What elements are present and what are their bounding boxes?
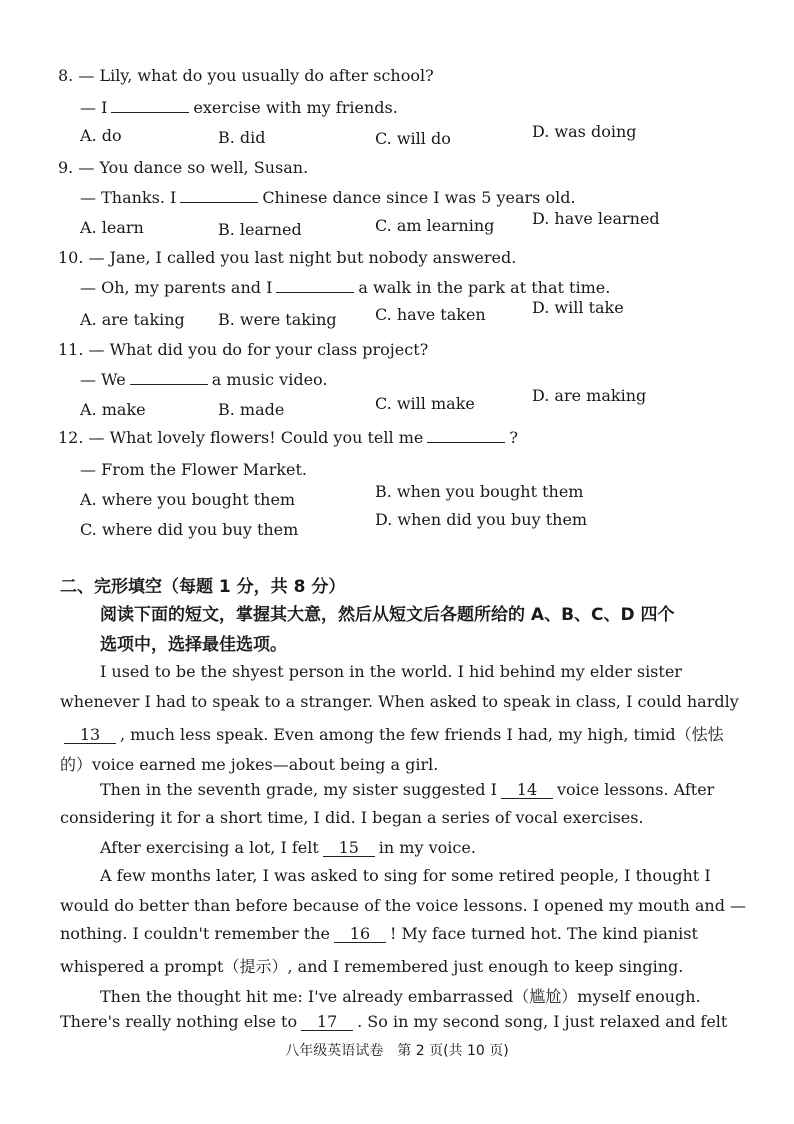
cloze-blank-15: 15: [323, 840, 375, 857]
passage-line: A few months later, I was asked to sing for some retired people, I thought I: [100, 866, 711, 885]
section-heading: 二、完形填空（每题 1 分，共 8 分）: [60, 577, 346, 597]
section-instruction-line2: 选项中，选择最佳选项。: [100, 635, 287, 655]
question-10-reply: — Oh, my parents and I a walk in the park at that time.: [80, 278, 611, 297]
passage-line: 的）voice earned me jokes—about being a girl.: [60, 755, 439, 774]
cloze-blank-16: 16: [334, 926, 386, 943]
question-9-option-c: C. am learning: [375, 216, 495, 235]
passage-line: nothing. I couldn't remember the 16 ! My face turned hot. The kind pianist: [60, 924, 698, 943]
question-9-reply: — Thanks. I Chinese dance since I was 5 years old.: [80, 188, 576, 207]
question-10-option-c: C. have taken: [375, 305, 486, 324]
question-10-option-a: A. are taking: [80, 310, 185, 329]
passage-line: whispered a prompt（提示）, and I remembered just enough to keep singing.: [60, 957, 684, 976]
cloze-blank-17: 17: [301, 1014, 353, 1031]
passage-line: Then the thought hit me: I've already embarrassed（尴尬）myself enough.: [100, 987, 701, 1006]
question-10-option-b: B. were taking: [218, 310, 337, 329]
question-9-option-a: A. learn: [80, 218, 144, 237]
question-9-stem: 9. — You dance so well, Susan.: [58, 158, 309, 177]
passage-line: There's really nothing else to 17 . So in my second song, I just relaxed and felt: [60, 1012, 728, 1031]
question-10-stem: 10. — Jane, I called you last night but nobody answered.: [58, 248, 517, 267]
passage-line: 13 , much less speak. Even among the few friends I had, my high, timid（怯怯: [60, 722, 724, 745]
question-11-stem: 11. — What did you do for your class project?: [58, 340, 429, 359]
answer-blank: [180, 201, 258, 203]
cloze-blank-14: 14: [501, 782, 553, 799]
question-11-option-a: A. make: [80, 400, 146, 419]
answer-blank: [111, 111, 189, 113]
passage-line: After exercising a lot, I felt 15 in my voice.: [100, 838, 476, 857]
question-12-option-d: D. when did you buy them: [375, 510, 588, 529]
page-footer: 八年级英语试卷 第 2 页(共 10 页): [285, 1043, 509, 1059]
question-8-reply: — I exercise with my friends.: [80, 98, 398, 117]
question-12-option-a: A. where you bought them: [80, 490, 296, 509]
question-11-reply: — We a music video.: [80, 370, 328, 389]
question-11-option-b: B. made: [218, 400, 285, 419]
question-8-option-b: B. did: [218, 128, 266, 147]
passage-line: would do better than before because of the voice lessons. I opened my mouth and —: [60, 896, 747, 915]
question-9-option-b: B. learned: [218, 220, 302, 239]
question-11-option-d: D. are making: [532, 386, 647, 405]
answer-blank: [130, 383, 208, 385]
question-11-option-c: C. will make: [375, 394, 475, 413]
cloze-blank-13: 13: [64, 727, 116, 744]
question-10-option-d: D. will take: [532, 298, 624, 317]
question-12-reply: — From the Flower Market.: [80, 460, 308, 479]
question-8-option-a: A. do: [80, 126, 122, 145]
answer-blank: [427, 441, 505, 443]
question-12-option-b: B. when you bought them: [375, 482, 584, 501]
question-8-stem: 8. — Lily, what do you usually do after school?: [58, 66, 434, 85]
passage-line: Then in the seventh grade, my sister suggested I 14 voice lessons. After: [100, 780, 715, 799]
passage-line: considering it for a short time, I did. I began a series of vocal exercises.: [60, 808, 644, 827]
passage-line: whenever I had to speak to a stranger. When asked to speak in class, I could hardly: [60, 692, 739, 711]
question-12-option-c: C. where did you buy them: [80, 520, 299, 539]
question-12-stem: 12. — What lovely flowers! Could you tell me ?: [58, 428, 518, 447]
section-instruction-line1: 阅读下面的短文，掌握其大意，然后从短文后各题所给的 A、B、C、D 四个: [100, 605, 675, 625]
question-9-option-d: D. have learned: [532, 209, 660, 228]
passage-line: I used to be the shyest person in the world. I hid behind my elder sister: [100, 662, 682, 681]
question-8-option-c: C. will do: [375, 129, 451, 148]
question-8-option-d: D. was doing: [532, 122, 637, 141]
answer-blank: [276, 291, 354, 293]
